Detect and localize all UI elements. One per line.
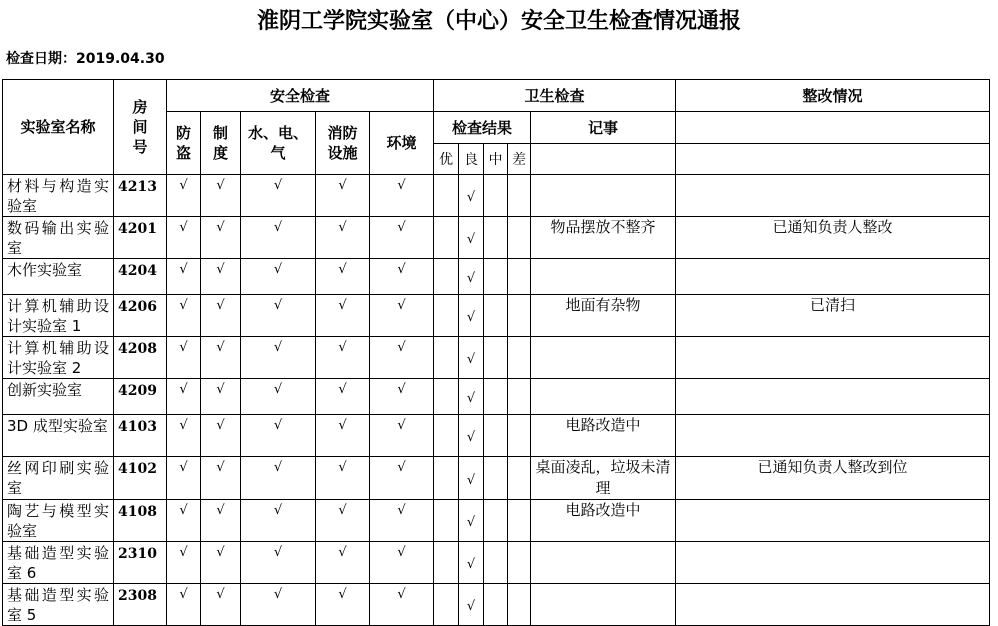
rectify-cell: 已通知负责人整改到位 bbox=[676, 457, 990, 500]
grade-excellent-cell bbox=[434, 175, 459, 217]
safety-utilities-check: √ bbox=[241, 415, 316, 457]
room-number-cell: 4209 bbox=[114, 379, 167, 415]
inspection-table bbox=[2, 79, 990, 626]
grade-excellent-cell bbox=[434, 415, 459, 457]
grade-good-check: √ bbox=[459, 584, 484, 626]
grade-poor-cell bbox=[508, 175, 531, 217]
safety-environment-check: √ bbox=[370, 295, 434, 337]
safety-environment-check: √ bbox=[370, 259, 434, 295]
safety-theft-check: √ bbox=[167, 457, 201, 500]
grade-poor-cell bbox=[508, 584, 531, 626]
room-number-cell: 4102 bbox=[114, 457, 167, 500]
grade-fair-cell bbox=[484, 500, 508, 542]
header-grade-fair: 中 bbox=[484, 144, 508, 175]
notes-cell bbox=[531, 542, 676, 584]
grade-fair-cell bbox=[484, 415, 508, 457]
safety-theft-check: √ bbox=[167, 584, 201, 626]
safety-utilities-check: √ bbox=[241, 337, 316, 379]
safety-utilities-check: √ bbox=[241, 259, 316, 295]
rectify-cell: 已清扫 bbox=[676, 295, 990, 337]
grade-excellent-cell bbox=[434, 379, 459, 415]
safety-rules-check: √ bbox=[201, 217, 241, 259]
safety-fire-check: √ bbox=[316, 295, 370, 337]
safety-utilities-check: √ bbox=[241, 584, 316, 626]
safety-theft-check: √ bbox=[167, 337, 201, 379]
safety-fire-check: √ bbox=[316, 259, 370, 295]
rectify-cell: 已通知负责人整改 bbox=[676, 217, 990, 259]
lab-name-cell: 丝网印刷实验室 bbox=[3, 457, 114, 500]
safety-utilities-check: √ bbox=[241, 542, 316, 584]
rectify-cell bbox=[676, 337, 990, 379]
lab-name-cell: 创新实验室 bbox=[3, 379, 114, 415]
grade-good-check: √ bbox=[459, 259, 484, 295]
grade-excellent-cell bbox=[434, 457, 459, 500]
table-row bbox=[3, 295, 990, 337]
inspection-date: 检查日期：2019.04.30 bbox=[6, 51, 165, 67]
table-row bbox=[3, 500, 990, 542]
room-number-cell: 4208 bbox=[114, 337, 167, 379]
room-number-cell: 4108 bbox=[114, 500, 167, 542]
grade-fair-cell bbox=[484, 295, 508, 337]
table-row bbox=[3, 542, 990, 584]
safety-environment-check: √ bbox=[370, 584, 434, 626]
header-grade-poor: 差 bbox=[508, 144, 531, 175]
grade-excellent-cell bbox=[434, 584, 459, 626]
notes-cell bbox=[531, 259, 676, 295]
table-row bbox=[3, 584, 990, 626]
safety-fire-check: √ bbox=[316, 457, 370, 500]
table-row bbox=[3, 379, 990, 415]
safety-environment-check: √ bbox=[370, 379, 434, 415]
grade-poor-cell bbox=[508, 337, 531, 379]
header-safety-fire: 消防设施 bbox=[316, 112, 370, 175]
lab-name-cell: 基础造型实验室 6 bbox=[3, 542, 114, 584]
header-notes-blank bbox=[531, 144, 676, 175]
header-room-no: 房间号 bbox=[114, 80, 167, 175]
grade-good-check: √ bbox=[459, 295, 484, 337]
grade-fair-cell bbox=[484, 457, 508, 500]
safety-fire-check: √ bbox=[316, 542, 370, 584]
header-safety: 安全检查 bbox=[167, 80, 434, 112]
notes-cell bbox=[531, 337, 676, 379]
safety-theft-check: √ bbox=[167, 295, 201, 337]
grade-poor-cell bbox=[508, 217, 531, 259]
safety-environment-check: √ bbox=[370, 542, 434, 584]
notes-cell: 电路改造中 bbox=[531, 500, 676, 542]
safety-environment-check: √ bbox=[370, 457, 434, 500]
safety-rules-check: √ bbox=[201, 584, 241, 626]
header-rectify: 整改情况 bbox=[676, 80, 990, 112]
grade-fair-cell bbox=[484, 217, 508, 259]
safety-rules-check: √ bbox=[201, 337, 241, 379]
grade-good-check: √ bbox=[459, 415, 484, 457]
notes-cell bbox=[531, 584, 676, 626]
grade-poor-cell bbox=[508, 415, 531, 457]
grade-excellent-cell bbox=[434, 259, 459, 295]
safety-utilities-check: √ bbox=[241, 217, 316, 259]
grade-poor-cell bbox=[508, 457, 531, 500]
lab-name-cell: 3D 成型实验室 bbox=[3, 415, 114, 457]
rectify-cell bbox=[676, 379, 990, 415]
safety-rules-check: √ bbox=[201, 542, 241, 584]
safety-environment-check: √ bbox=[370, 175, 434, 217]
grade-poor-cell bbox=[508, 500, 531, 542]
lab-name-cell: 数码输出实验室 bbox=[3, 217, 114, 259]
safety-utilities-check: √ bbox=[241, 500, 316, 542]
grade-fair-cell bbox=[484, 379, 508, 415]
grade-poor-cell bbox=[508, 542, 531, 584]
grade-good-check: √ bbox=[459, 175, 484, 217]
grade-good-check: √ bbox=[459, 457, 484, 500]
lab-name-cell: 计算机辅助设计实验室 2 bbox=[3, 337, 114, 379]
header-lab-name: 实验室名称 bbox=[3, 80, 114, 175]
safety-theft-check: √ bbox=[167, 259, 201, 295]
safety-theft-check: √ bbox=[167, 175, 201, 217]
safety-environment-check: √ bbox=[370, 337, 434, 379]
room-number-cell: 2310 bbox=[114, 542, 167, 584]
header-grade-good: 良 bbox=[459, 144, 484, 175]
grade-fair-cell bbox=[484, 584, 508, 626]
safety-theft-check: √ bbox=[167, 415, 201, 457]
grade-good-check: √ bbox=[459, 542, 484, 584]
header-notes: 记事 bbox=[531, 112, 676, 144]
safety-rules-check: √ bbox=[201, 457, 241, 500]
safety-fire-check: √ bbox=[316, 217, 370, 259]
grade-excellent-cell bbox=[434, 295, 459, 337]
header-safety-rules: 制度 bbox=[201, 112, 241, 175]
room-number-cell: 4213 bbox=[114, 175, 167, 217]
notes-cell: 电路改造中 bbox=[531, 415, 676, 457]
notes-cell: 物品摆放不整齐 bbox=[531, 217, 676, 259]
header-hygiene: 卫生检查 bbox=[434, 80, 676, 112]
notes-cell: 桌面凌乱，垃圾未清理 bbox=[531, 457, 676, 500]
grade-poor-cell bbox=[508, 259, 531, 295]
grade-good-check: √ bbox=[459, 379, 484, 415]
lab-name-cell: 基础造型实验室 5 bbox=[3, 584, 114, 626]
rectify-cell bbox=[676, 259, 990, 295]
safety-utilities-check: √ bbox=[241, 457, 316, 500]
room-number-cell: 4201 bbox=[114, 217, 167, 259]
table-row bbox=[3, 259, 990, 295]
notes-cell bbox=[531, 379, 676, 415]
grade-fair-cell bbox=[484, 542, 508, 584]
safety-environment-check: √ bbox=[370, 217, 434, 259]
table-row bbox=[3, 337, 990, 379]
room-number-cell: 2308 bbox=[114, 584, 167, 626]
grade-fair-cell bbox=[484, 337, 508, 379]
table-row bbox=[3, 415, 990, 457]
safety-utilities-check: √ bbox=[241, 175, 316, 217]
safety-fire-check: √ bbox=[316, 500, 370, 542]
safety-rules-check: √ bbox=[201, 415, 241, 457]
room-number-cell: 4204 bbox=[114, 259, 167, 295]
lab-name-cell: 计算机辅助设计实验室 1 bbox=[3, 295, 114, 337]
safety-rules-check: √ bbox=[201, 259, 241, 295]
grade-good-check: √ bbox=[459, 337, 484, 379]
safety-theft-check: √ bbox=[167, 542, 201, 584]
safety-utilities-check: √ bbox=[241, 379, 316, 415]
grade-good-check: √ bbox=[459, 500, 484, 542]
page-title: 淮阴工学院实验室（中心）安全卫生检查情况通报 bbox=[256, 9, 741, 34]
safety-environment-check: √ bbox=[370, 500, 434, 542]
safety-theft-check: √ bbox=[167, 379, 201, 415]
grade-excellent-cell bbox=[434, 500, 459, 542]
header-safety-utilities: 水、电、气 bbox=[241, 112, 316, 175]
grade-fair-cell bbox=[484, 259, 508, 295]
safety-fire-check: √ bbox=[316, 584, 370, 626]
safety-utilities-check: √ bbox=[241, 295, 316, 337]
grade-fair-cell bbox=[484, 175, 508, 217]
rectify-cell bbox=[676, 542, 990, 584]
grade-excellent-cell bbox=[434, 217, 459, 259]
header-rectify-blank bbox=[676, 112, 990, 144]
safety-theft-check: √ bbox=[167, 217, 201, 259]
grade-excellent-cell bbox=[434, 542, 459, 584]
lab-name-cell: 木作实验室 bbox=[3, 259, 114, 295]
safety-fire-check: √ bbox=[316, 175, 370, 217]
safety-fire-check: √ bbox=[316, 337, 370, 379]
safety-rules-check: √ bbox=[201, 295, 241, 337]
safety-fire-check: √ bbox=[316, 415, 370, 457]
header-grade-excellent: 优 bbox=[434, 144, 459, 175]
safety-fire-check: √ bbox=[316, 379, 370, 415]
safety-rules-check: √ bbox=[201, 379, 241, 415]
header-rectify-blank-2 bbox=[676, 144, 990, 175]
grade-excellent-cell bbox=[434, 337, 459, 379]
safety-environment-check: √ bbox=[370, 415, 434, 457]
grade-poor-cell bbox=[508, 295, 531, 337]
table-row bbox=[3, 217, 990, 259]
rectify-cell bbox=[676, 584, 990, 626]
rectify-cell bbox=[676, 500, 990, 542]
lab-name-cell: 材料与构造实验室 bbox=[3, 175, 114, 217]
notes-cell: 地面有杂物 bbox=[531, 295, 676, 337]
lab-name-cell: 陶艺与模型实验室 bbox=[3, 500, 114, 542]
safety-theft-check: √ bbox=[167, 500, 201, 542]
header-safety-theft: 防盗 bbox=[167, 112, 201, 175]
table-row bbox=[3, 175, 990, 217]
notes-cell bbox=[531, 175, 676, 217]
table-row bbox=[3, 457, 990, 500]
rectify-cell bbox=[676, 415, 990, 457]
header-safety-environment: 环境 bbox=[370, 112, 434, 175]
safety-rules-check: √ bbox=[201, 500, 241, 542]
room-number-cell: 4206 bbox=[114, 295, 167, 337]
header-check-result: 检查结果 bbox=[434, 112, 531, 144]
grade-poor-cell bbox=[508, 379, 531, 415]
rectify-cell bbox=[676, 175, 990, 217]
room-number-cell: 4103 bbox=[114, 415, 167, 457]
grade-good-check: √ bbox=[459, 217, 484, 259]
safety-rules-check: √ bbox=[201, 175, 241, 217]
